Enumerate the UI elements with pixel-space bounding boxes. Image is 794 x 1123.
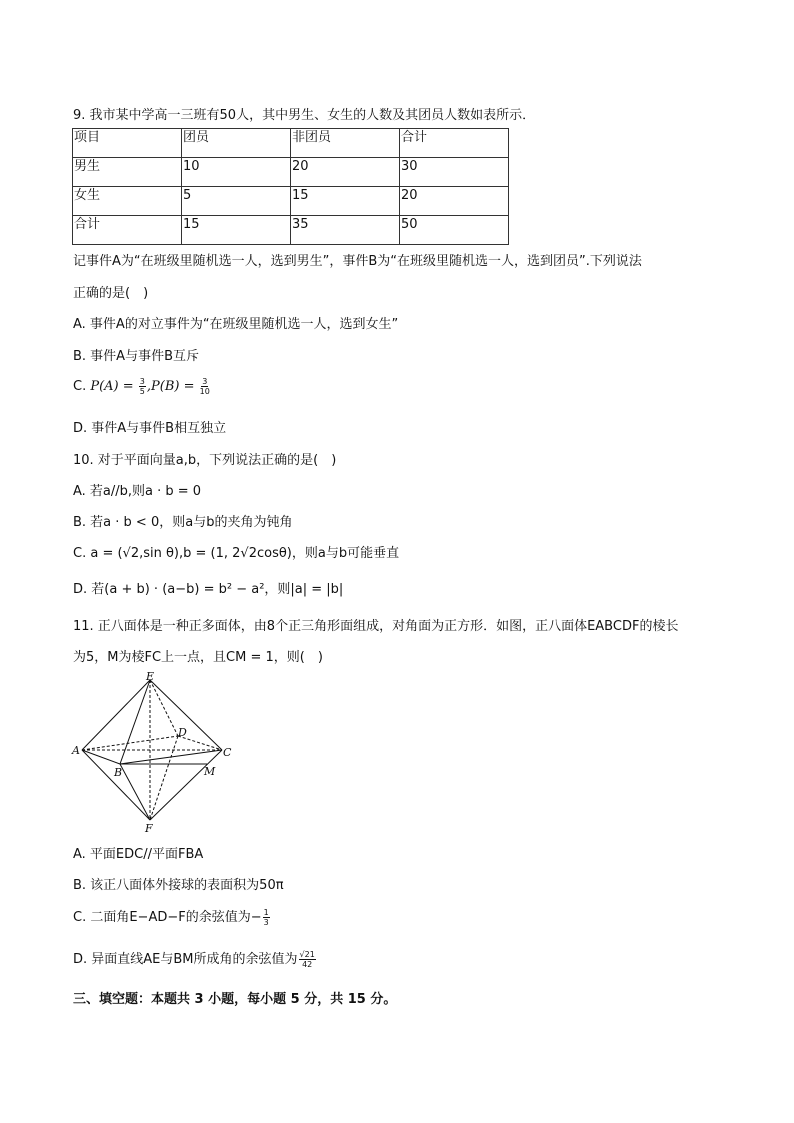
q9-description-line2: 正确的是( ): [73, 286, 149, 301]
numerator: √21: [299, 950, 315, 959]
table-cell: 团员: [182, 129, 291, 158]
table-cell: 20: [400, 187, 509, 216]
vertex-label-m: M: [204, 765, 216, 778]
octahedron-figure: [70, 670, 240, 835]
table-cell: 合计: [400, 129, 509, 158]
vertex-label-e: E: [146, 670, 155, 683]
option-d-text: D. 异面直线AE与BM所成角的余弦值为: [73, 952, 298, 967]
numerator: 3: [202, 377, 208, 386]
table-cell: 30: [400, 158, 509, 187]
q9-stem: 9. 我市某中学高一三班有50人，其中男生、女生的人数及其团员人数如表所示．: [73, 108, 536, 123]
q9-option-d: D. 事件A与事件B相互独立: [73, 421, 227, 436]
table-cell: 15: [291, 187, 400, 216]
section-three-heading: 三、填空题：本题共 3 小题，每小题 5 分，共 15 分。: [73, 992, 397, 1007]
vertex-label-d: D: [178, 726, 187, 739]
table-cell: 50: [400, 216, 509, 245]
q9-option-c: [73, 377, 211, 396]
table-cell: 非团员: [291, 129, 400, 158]
q11-option-d: [73, 948, 317, 969]
table-row: [73, 216, 509, 245]
numerator: 3: [139, 377, 145, 386]
table-cell: 15: [182, 216, 291, 245]
denominator: 5: [139, 387, 145, 396]
q9-option-b: B. 事件A与事件B互斥: [73, 349, 199, 364]
table-cell: 5: [182, 187, 291, 216]
q11-option-c: [73, 906, 271, 927]
denominator: 42: [302, 960, 313, 969]
vertex-label-f: F: [145, 822, 153, 835]
q9-option-a: A. 事件A的对立事件为“在班级里随机选一人，选到女生”: [73, 317, 399, 332]
option-c-text: C. 二面角E−AD−F的余弦值为−: [73, 910, 262, 925]
table-row: [73, 187, 509, 216]
vertex-label-c: C: [223, 746, 232, 759]
fraction: [299, 950, 316, 969]
fraction: [263, 908, 270, 927]
vertex-label-b: B: [114, 766, 123, 779]
pa-expression: P(A) =: [90, 379, 134, 394]
q10-option-a: A. 若a//b,则a · b = 0: [73, 484, 202, 499]
q10-option-b: B. 若a · b < 0，则a与b的夹角为钝角: [73, 515, 293, 530]
table-cell: 20: [291, 158, 400, 187]
denominator: 10: [199, 387, 210, 396]
table-cell: 10: [182, 158, 291, 187]
vertex-label-a: A: [72, 744, 80, 757]
fraction: [200, 377, 210, 396]
q10-option-c: C. a = (√2,sin θ),b = (1, 2√2cosθ)，则a与b可能垂直: [73, 546, 400, 561]
table-cell: 男生: [73, 158, 182, 187]
q11-option-b: B. 该正八面体外接球的表面积为50π: [73, 878, 284, 893]
table-cell: 女生: [73, 187, 182, 216]
table-row: [73, 158, 509, 187]
q10-stem: 10. 对于平面向量a,b，下列说法正确的是( ): [73, 453, 337, 468]
pb-expression: ,P(B) =: [146, 379, 195, 394]
table-row: [73, 129, 509, 158]
q10-option-d: D. 若(a + b) · (a−b) = b² − a²，则|a| = |b|: [73, 582, 344, 597]
table-cell: 项目: [73, 129, 182, 158]
q11-stem-line2: 为5，M为棱FC上一点，且CM = 1，则( ): [73, 650, 323, 665]
q11-option-a: A. 平面EDC//平面FBA: [73, 847, 204, 862]
q11-stem-line1: 11. 正八面体是一种正多面体，由8个正三角形面组成，对角面为正方形．如图，正八面体EABCDF的棱长: [73, 619, 679, 634]
q9-description-line1: 记事件A为“在班级里随机选一人，选到男生”，事件B为“在班级里随机选一人，选到团员”.下列说法: [73, 254, 642, 269]
table-cell: 35: [291, 216, 400, 245]
denominator: 3: [263, 918, 269, 927]
option-c-prefix: C.: [73, 379, 91, 394]
numerator: 1: [263, 908, 269, 917]
q9-table: [72, 128, 509, 245]
fraction: [139, 377, 146, 396]
table-cell: 合计: [73, 216, 182, 245]
